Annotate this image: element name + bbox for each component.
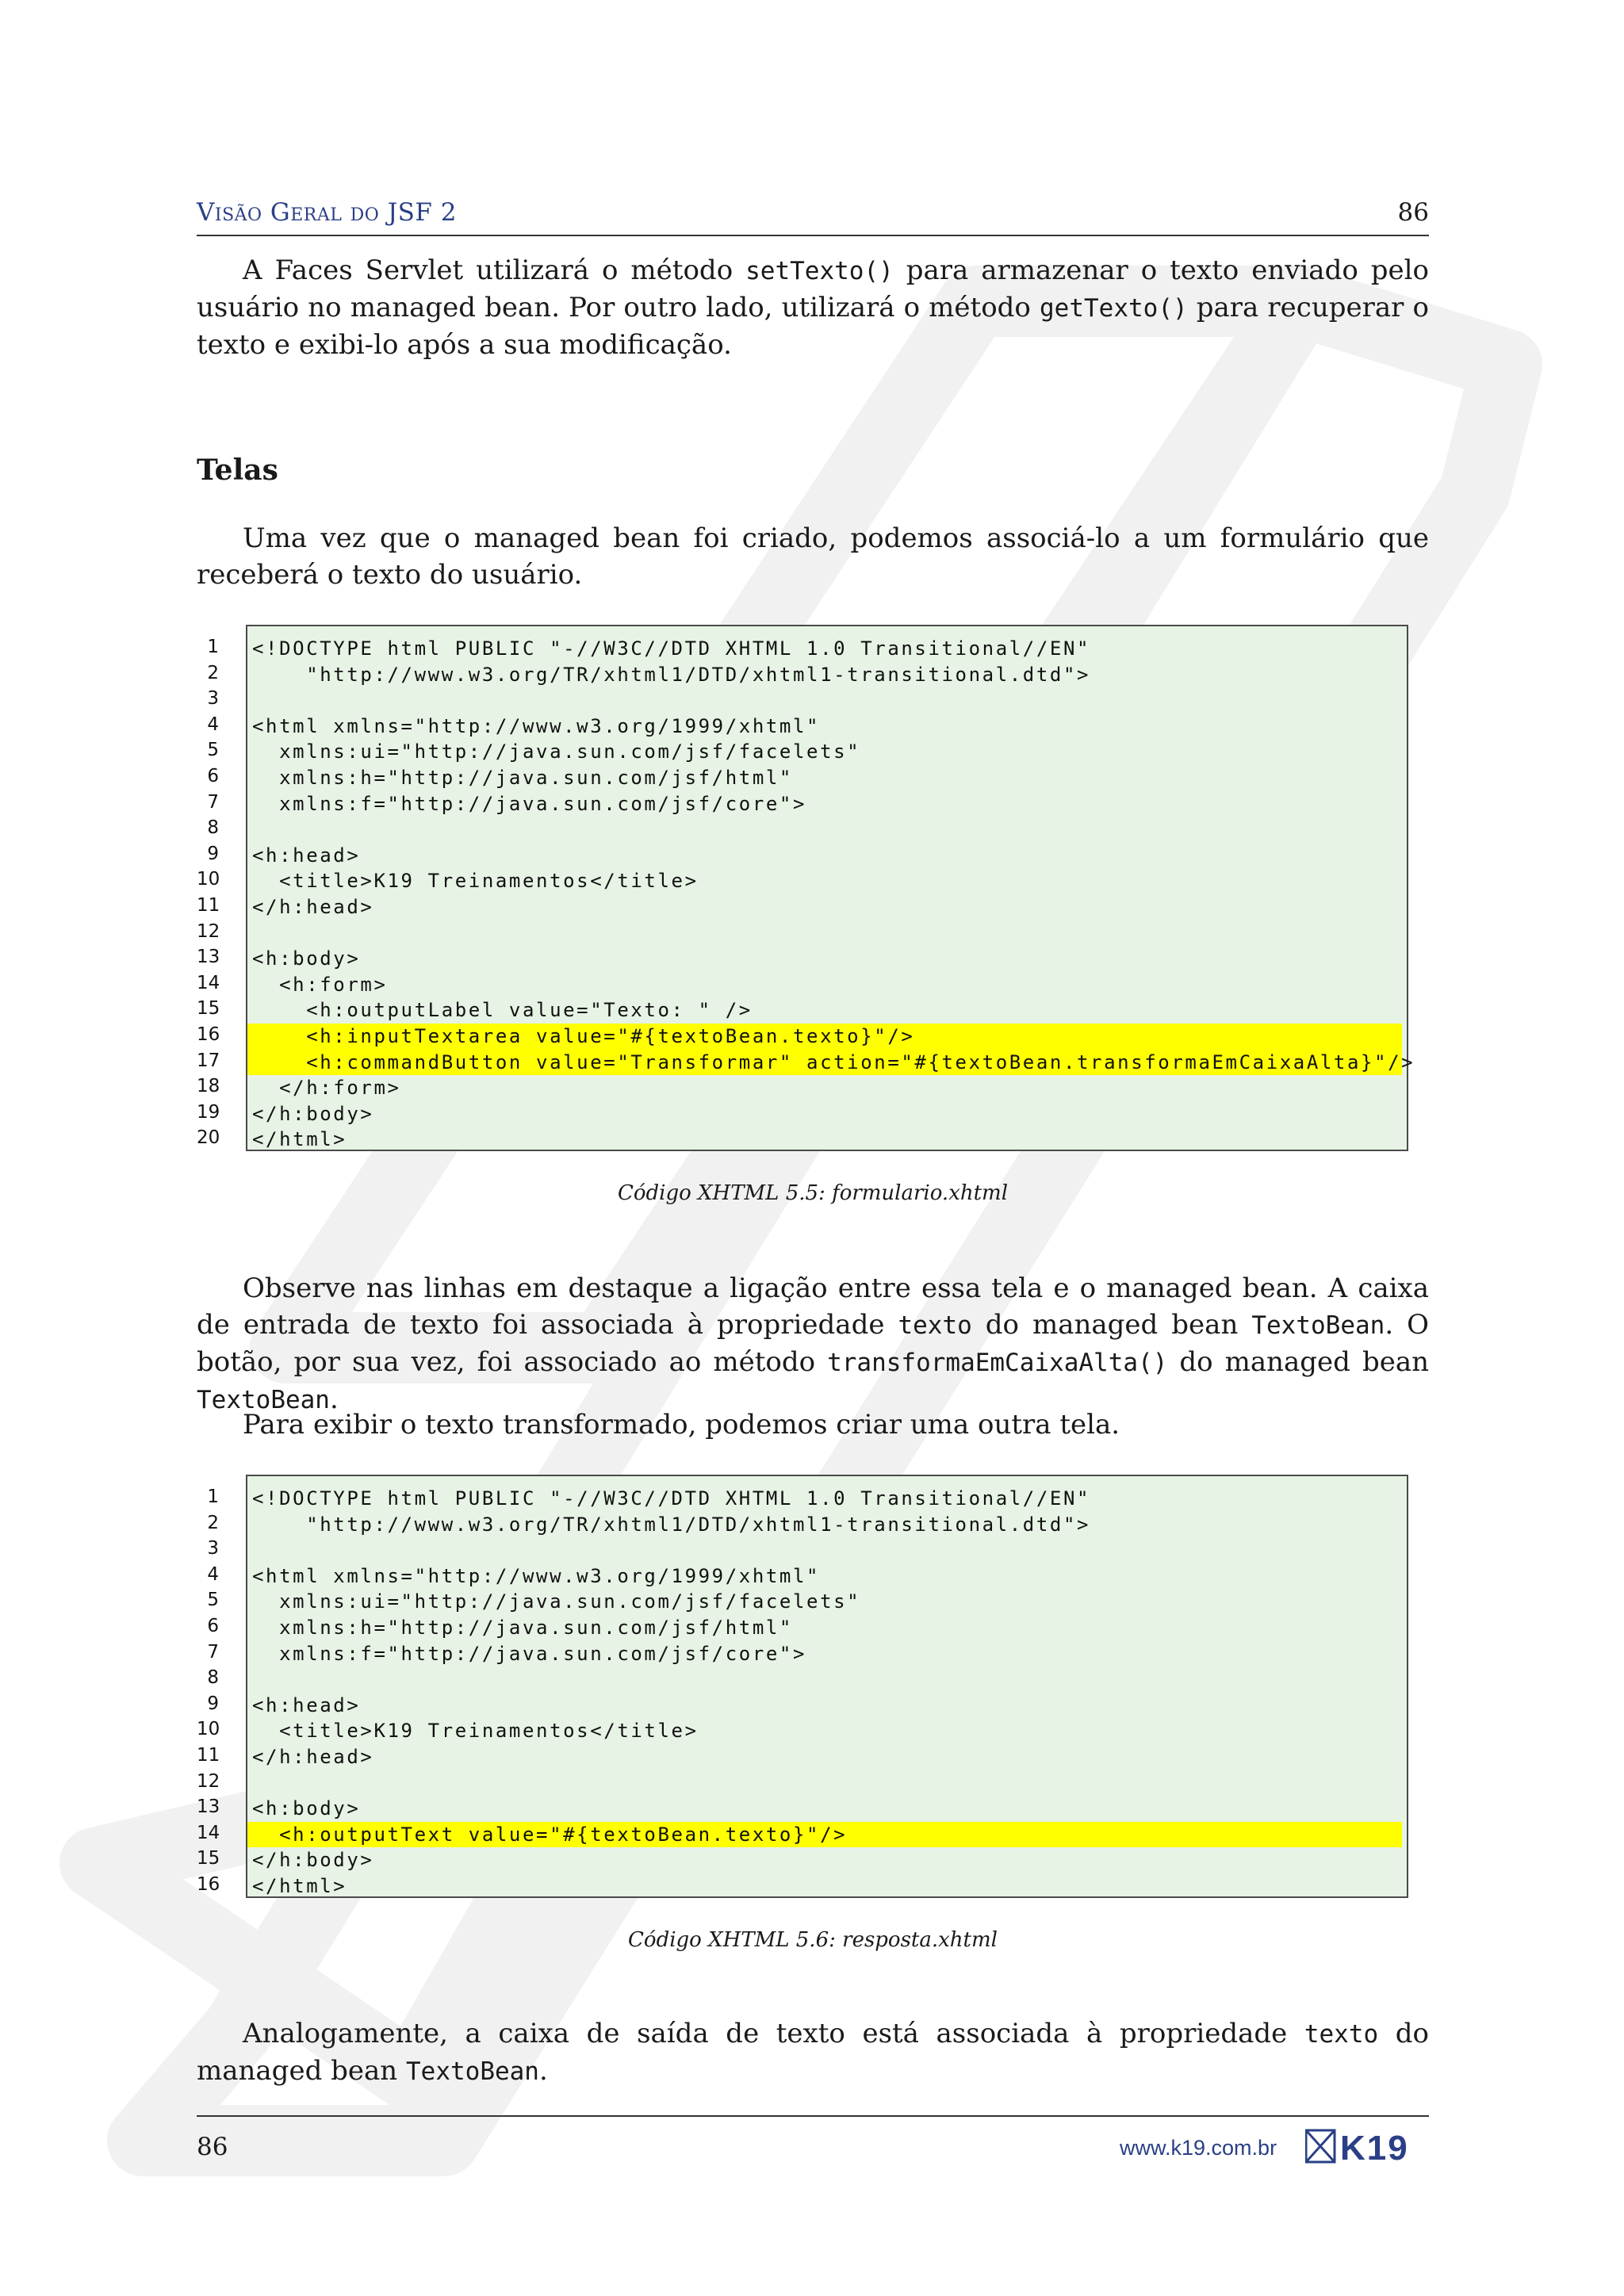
code-line: <title>K19 Treinamentos</title>	[252, 1720, 699, 1743]
line-number: 18	[197, 1076, 220, 1097]
code-line: xmlns:f="http://java.sun.com/jsf/core">	[252, 792, 807, 815]
line-number: 14	[197, 972, 220, 993]
line-number: 4	[207, 1563, 219, 1585]
header-page-number: 86	[1397, 198, 1429, 227]
line-number: 20	[197, 1127, 220, 1149]
footer-url-link[interactable]: www.k19.com.br	[1120, 2136, 1277, 2160]
line-number: 7	[207, 1641, 219, 1663]
code-line: xmlns:f="http://java.sun.com/jsf/core">	[252, 1642, 807, 1665]
line-number: 3	[207, 688, 219, 710]
code-line: </h:head>	[252, 1745, 374, 1768]
line-number: 10	[197, 1719, 220, 1740]
highlighted-code-line: <h:outputText value="#{textoBean.texto}"/>	[247, 1822, 1402, 1848]
line-number: 1	[207, 637, 219, 657]
code-line: </html>	[252, 1128, 347, 1151]
display-paragraph: Para exibir o texto transformado, podemos criar uma outra tela.	[243, 1409, 1120, 1441]
line-number: 17	[197, 1050, 220, 1071]
line-number: 9	[207, 1693, 219, 1714]
inline-code: TextoBean	[1251, 1311, 1385, 1340]
code-line: xmlns:h="http://java.sun.com/jsf/html"	[252, 766, 793, 789]
line-number: 2	[207, 662, 219, 683]
inline-code: setTexto()	[745, 257, 894, 285]
code-line: "http://www.w3.org/TR/xhtml1/DTD/xhtml1-transitional.dtd">	[252, 663, 1091, 686]
line-number: 19	[197, 1101, 220, 1123]
highlighted-code-line: <h:commandButton value="Transformar" action="#{textoBean.transformaEmCaixaAlta}"/>	[247, 1050, 1402, 1076]
line-number: 4	[207, 714, 219, 735]
code-line: <!DOCTYPE html PUBLIC "-//W3C//DTD XHTML 1.0 Transitional//EN"	[252, 637, 1091, 660]
code-box	[246, 1475, 1408, 1898]
line-number: 12	[197, 920, 220, 942]
code-line: "http://www.w3.org/TR/xhtml1/DTD/xhtml1-transitional.dtd">	[252, 1513, 1091, 1536]
inline-code: transformaEmCaixaAlta()	[827, 1349, 1168, 1377]
line-number: 14	[197, 1822, 220, 1843]
line-number: 6	[207, 765, 219, 786]
code-line: </h:form>	[252, 1077, 401, 1100]
line-number: 16	[197, 1024, 220, 1045]
line-number: 5	[207, 740, 219, 761]
footer-rule	[197, 2115, 1429, 2117]
code-line: <h:form>	[252, 973, 388, 996]
code-line: <!DOCTYPE html PUBLIC "-//W3C//DTD XHTML 1.0 Transitional//EN"	[252, 1487, 1091, 1510]
code-line: <html xmlns="http://www.w3.org/1999/xhtml"	[252, 1564, 821, 1587]
code-line: </html>	[252, 1874, 347, 1897]
section-title: Telas	[197, 453, 278, 487]
code-line: xmlns:h="http://java.sun.com/jsf/html"	[252, 1616, 793, 1639]
line-number: 9	[207, 843, 219, 864]
line-number: 12	[197, 1770, 220, 1792]
code-line: <title>K19 Treinamentos</title>	[252, 870, 699, 893]
intro-paragraph: A Faces Servlet utilizará o método setTexto() para armazenar o texto enviado pelo usuário no managed bean. Por outro lado, utilizará o método getTexto() para recuperar o texto e exibi-lo após a sua modificação.	[197, 254, 1429, 361]
line-number: 13	[197, 947, 220, 968]
code-box	[246, 625, 1415, 1151]
footer-page-number: 86	[197, 2133, 228, 2161]
line-number: 16	[197, 1873, 220, 1895]
final-paragraph: Analogamente, a caixa de saída de texto está associada à propriedade texto do managed bean TextoBean.	[197, 2018, 1430, 2087]
inline-code: texto	[1304, 2020, 1379, 2049]
line-number: 10	[197, 869, 220, 890]
line-number: 1	[207, 1487, 219, 1507]
code-line: <html xmlns="http://www.w3.org/1999/xhtml"	[252, 714, 821, 737]
code-line: <h:head>	[252, 844, 361, 867]
line-number: 8	[207, 1667, 219, 1689]
code-line	[247, 1667, 1402, 1693]
line-number: 2	[207, 1512, 219, 1533]
code-line: xmlns:ui="http://java.sun.com/jsf/facelets"	[252, 740, 861, 763]
code-line: </h:head>	[252, 895, 374, 918]
code-line: <h:head>	[252, 1693, 361, 1716]
line-number: 15	[197, 1848, 220, 1869]
line-number: 15	[197, 998, 220, 1020]
inline-code: texto	[898, 1311, 972, 1340]
code-line	[247, 920, 1402, 947]
k19-logo	[1305, 2128, 1429, 2164]
caption-resposta: Código XHTML 5.6: resposta.xhtml	[628, 1928, 998, 1952]
line-number: 8	[207, 817, 219, 839]
line-number: 6	[207, 1615, 219, 1636]
code-line: <h:body>	[252, 1797, 361, 1820]
line-number: 7	[207, 791, 219, 813]
inline-code: getTexto()	[1040, 294, 1188, 323]
code-line: <h:outputLabel value="Texto: " />	[252, 999, 753, 1022]
code-line: </h:body>	[252, 1849, 374, 1872]
inline-code: TextoBean	[406, 2057, 539, 2086]
line-number: 5	[207, 1590, 219, 1611]
line-number: 11	[197, 894, 220, 916]
running-header	[197, 197, 1429, 236]
caption-formulario: Código XHTML 5.5: formulario.xhtml	[617, 1181, 1009, 1205]
code-line	[247, 817, 1402, 843]
code-line	[247, 687, 1402, 714]
code-line: <h:body>	[252, 947, 361, 970]
line-number: 13	[197, 1797, 220, 1818]
observe-paragraph: Observe nas linhas em destaque a ligação entre essa tela e o managed bean. A caixa de entrada de texto foi associada à propriedade texto do managed bean TextoBean. O botão, por sua vez, foi associado ao método transformaEmCaixaAlta() do managed bean TextoBean.	[197, 1272, 1429, 1415]
code-line	[247, 1537, 1402, 1563]
line-number: 11	[197, 1744, 220, 1766]
code-line	[247, 1770, 1402, 1797]
highlighted-code-line: <h:inputTextarea value="#{textoBean.texto}"/>	[247, 1024, 1402, 1050]
code-line: xmlns:ui="http://java.sun.com/jsf/facelets"	[252, 1590, 861, 1613]
logo-text: K19	[1340, 2129, 1409, 2164]
code-line: </h:body>	[252, 1102, 374, 1125]
header-title: Visão Geral do JSF 2	[197, 198, 457, 227]
telas-paragraph: Uma vez que o managed bean foi criado, podemos associá-lo a um formulário que receberá o texto do usuário.	[197, 522, 1429, 591]
inline-code: TextoBean	[197, 1386, 330, 1414]
line-number: 3	[207, 1538, 219, 1559]
